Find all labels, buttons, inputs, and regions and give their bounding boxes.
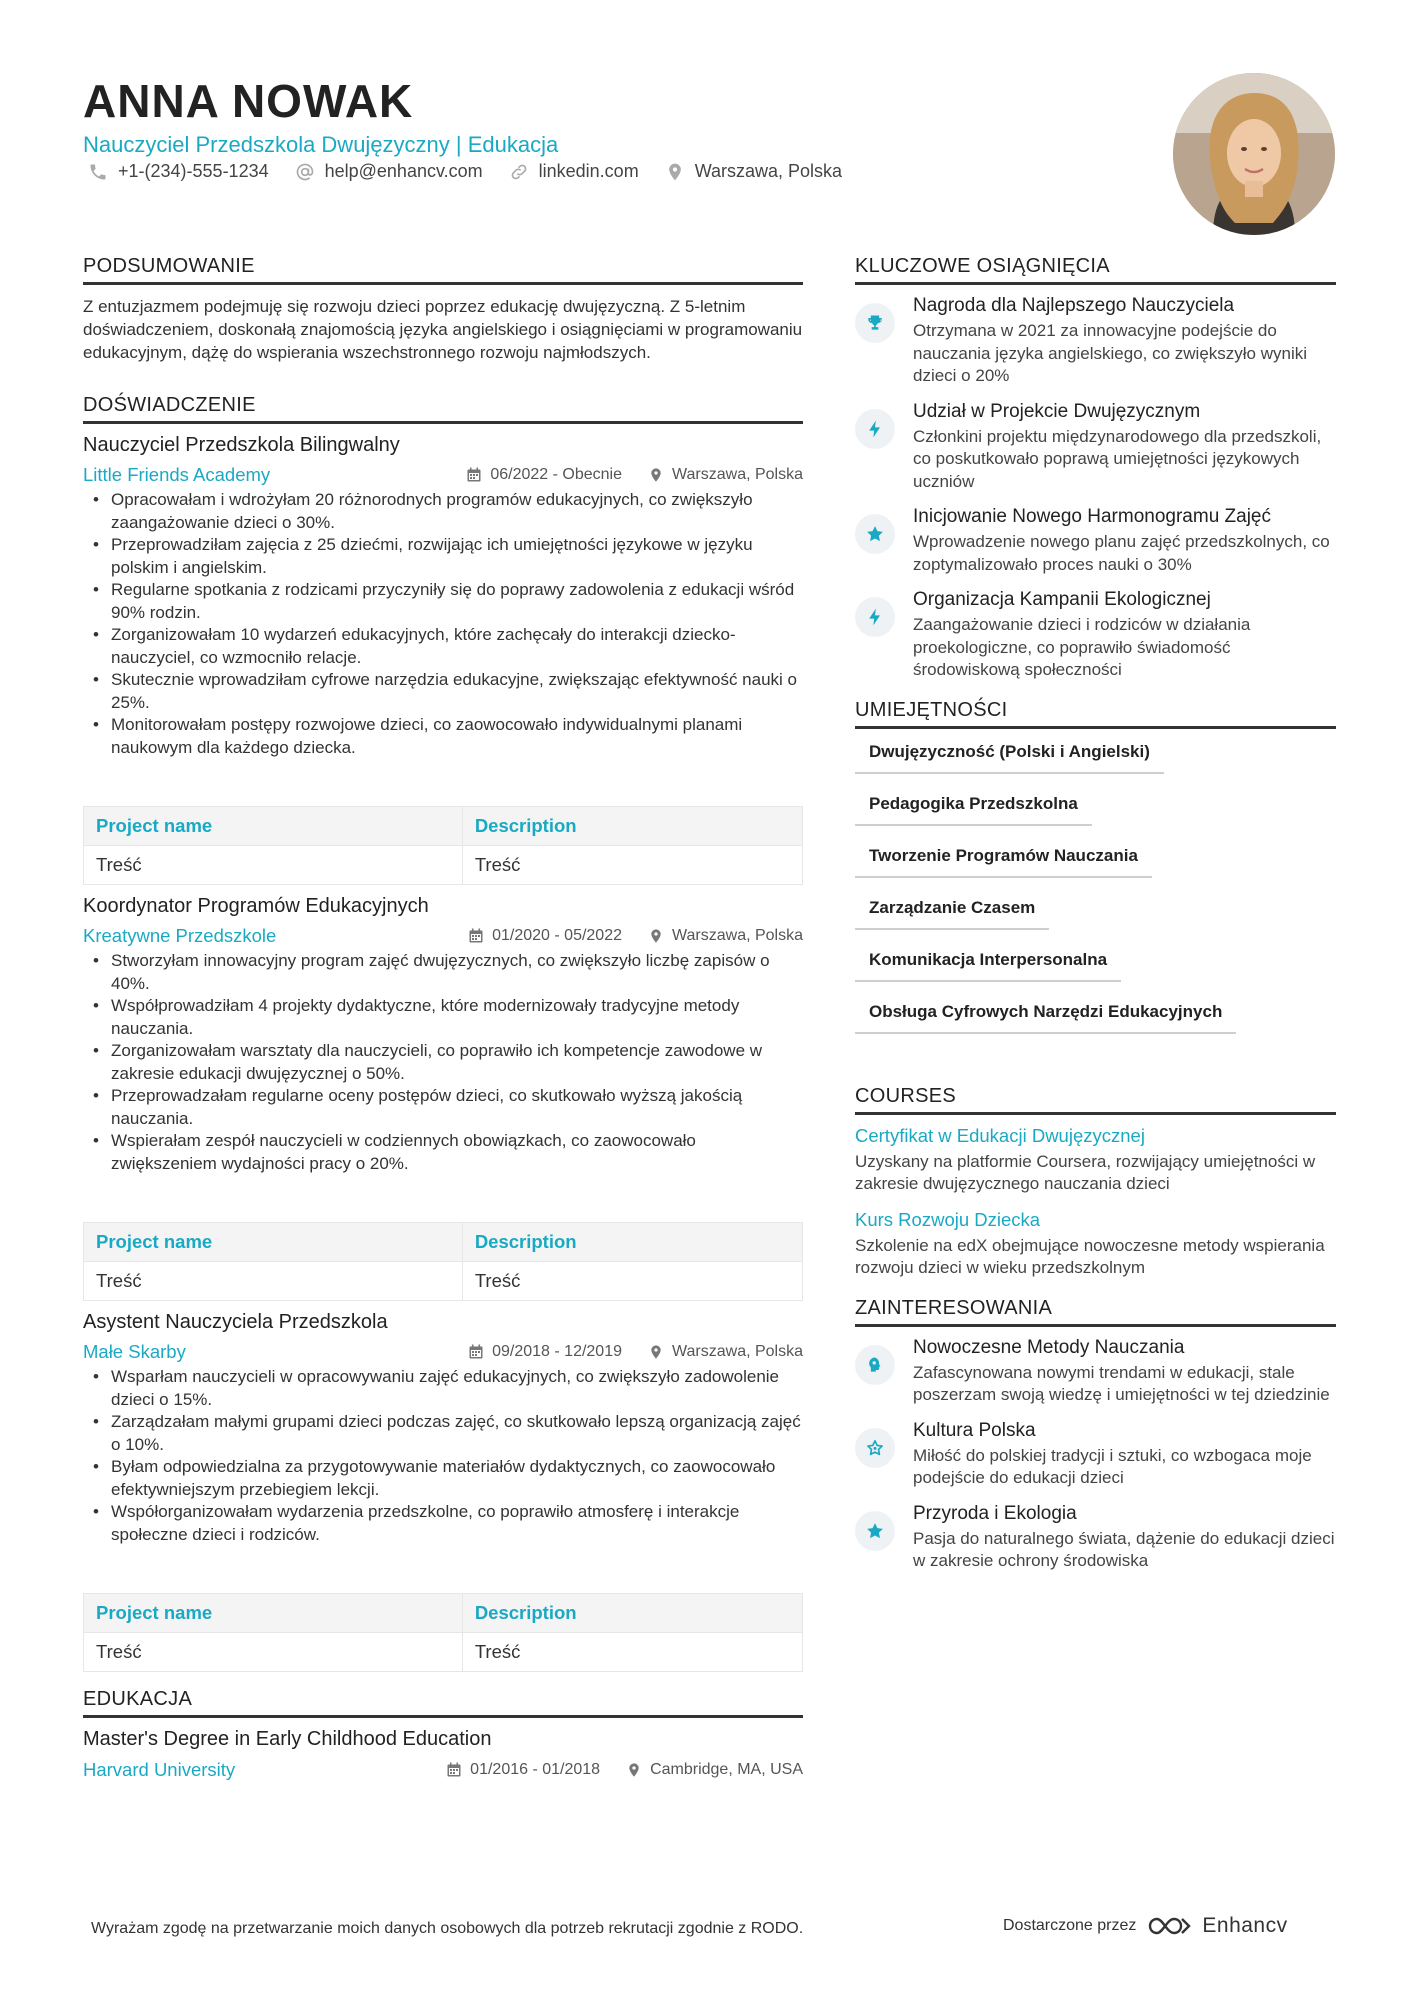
summary-text: Z entuzjazmem podejmuję się rozwoju dzieci poprzez edukację dwujęzyczną. Z 5-letnim doświadczeniem, doskonałą znajomością języka angielskiego i osiągnięciami w programowaniu edukacyjnym, dążę do wspierania wszechstronnego rozwoju najmłodszych. (83, 297, 803, 362)
calendar-icon (466, 467, 482, 483)
powered-by[interactable] (1003, 1914, 1288, 1938)
contact-linkedin[interactable] (509, 161, 639, 182)
interest-title: Kultura Polska (913, 1419, 1036, 1441)
project-description-cell: Treść (462, 1633, 802, 1672)
brand-name: Enhancv (1202, 1914, 1288, 1937)
job-bullets (83, 950, 803, 1175)
project-name-header: Project name (84, 807, 463, 846)
project-description-header: Description (462, 807, 802, 846)
skill-tag: Komunikacja Interpersonalna (855, 947, 1121, 982)
job-bullet: • Zorganizowałam 10 wydarzeń edukacyjnych, które zachęcały do interakcji dziecko-nauczyciel, co wzmocniło relacje. (83, 624, 803, 669)
link-icon (509, 162, 529, 182)
project-table (83, 806, 803, 885)
location-pin-icon (665, 162, 685, 182)
skills-list (855, 739, 1336, 1051)
job-meta (83, 1341, 803, 1363)
project-name-header: Project name (84, 1594, 463, 1633)
candidate-headline: Nauczyciel Przedszkola Dwujęzyczny | Edukacja (83, 132, 559, 157)
job-dates (468, 1343, 622, 1361)
job-bullet: • Skutecznie wprowadziłam cyfrowe narzędzia edukacyjne, zwiększając efektywność nauki o 25%. (83, 669, 803, 714)
job-company: Little Friends Academy (83, 464, 271, 485)
job-location-text: Warszawa, Polska (672, 1343, 803, 1360)
job-company: Kreatywne Przedszkole (83, 925, 277, 946)
education-heading: EDUKACJA (83, 1688, 803, 1718)
phone-text: +1-(234)-555-1234 (118, 161, 269, 181)
job-location-text: Warszawa, Polska (672, 466, 803, 483)
job-entry (83, 895, 803, 1301)
interest-desc: Pasja do naturalnego świata, dążenie do edukacji dzieci w zakresie ochrony środowiska (913, 1528, 1335, 1570)
course-title: Certyfikat w Edukacji Dwujęzycznej (855, 1124, 1145, 1146)
job-bullets (83, 489, 803, 759)
trophy-icon (855, 303, 895, 343)
job-location (648, 1343, 803, 1361)
achievement-item (855, 589, 1336, 682)
education-dates-text: 01/2016 - 01/2018 (470, 1761, 601, 1778)
job-bullet: • Zarządzałam małymi grupami dzieci podczas zajęć, co skutkowało lepszą organizacją zajęć o 10%. (83, 1411, 803, 1456)
job-bullet: • Byłam odpowiedzialna za przygotowywanie materiałów dydaktycznych, co zaowocowało efektywniejszym przebiegiem lekcji. (83, 1456, 803, 1501)
job-bullets (83, 1366, 803, 1546)
calendar-icon (468, 1344, 484, 1360)
project-table (83, 1593, 803, 1672)
location-pin-icon (648, 928, 664, 944)
star-icon (855, 1511, 895, 1551)
job-entry (83, 434, 803, 885)
job-entry (83, 1311, 803, 1672)
project-description-cell: Treść (462, 1262, 802, 1301)
skills-heading: UMIEJĘTNOŚCI (855, 699, 1336, 729)
job-bullet: • Monitorowałam postępy rozwojowe dzieci, co zaowocowało indywidualnymi planami naukowym dla każdego dziecka. (83, 714, 803, 759)
left-column (83, 255, 803, 1784)
job-company: Małe Skarby (83, 1341, 186, 1362)
interest-item (855, 1503, 1336, 1573)
skill-tag: Dwujęzyczność (Polski i Angielski) (855, 739, 1164, 774)
achievement-desc: Wprowadzenie nowego planu zajęć przedszkolnych, co zoptymalizowało proces nauki o 30% (913, 532, 1330, 574)
location-pin-icon (648, 467, 664, 483)
course-desc: Uzyskany na platformie Coursera, rozwijający umiejętności w zakresie dwujęzycznego nauczania dzieci (855, 1151, 1316, 1193)
project-name-cell: Treść (84, 1633, 463, 1672)
education-location-text: Cambridge, MA, USA (650, 1761, 803, 1778)
achievement-title: Nagroda dla Najlepszego Nauczyciela (913, 295, 1235, 316)
job-bullet: • Wspierałam zespół nauczycieli w codziennych obowiązkach, co zaowocowało zwiększeniem wydajności pracy o 20%. (83, 1130, 803, 1175)
contact-phone[interactable] (88, 161, 269, 182)
interest-item (855, 1420, 1336, 1490)
interest-desc: Zafascynowana nowymi trendami w edukacji, stale poszerzam swoją wiedzę i umiejętności w tej dziedzinie (913, 1362, 1330, 1404)
phone-icon (88, 162, 108, 182)
course-desc: Szkolenie na edX obejmujące nowoczesne metody wspierania rozwoju dzieci w wieku przedszkolnym (855, 1235, 1325, 1277)
email-text: help@enhancv.com (324, 161, 483, 181)
job-bullet: • Przeprowadzałam regularne oceny postępów dzieci, co skutkowało wyższą jakością nauczania. (83, 1085, 803, 1130)
location-text: Warszawa, Polska (694, 161, 843, 181)
job-bullet: • Przeprowadziłam zajęcia z 25 dziećmi, rozwijając ich umiejętności językowe w języku polskim i angielskim. (83, 534, 803, 579)
skill-tag: Pedagogika Przedszkolna (855, 791, 1092, 826)
skill-tag: Zarządzanie Czasem (855, 895, 1049, 930)
contact-row (88, 161, 842, 182)
star-icon (855, 514, 895, 554)
job-bullet: • Stworzyłam innowacyjny program zajęć dwujęzycznych, co zwiększyło liczbę zapisów o 40%. (83, 950, 803, 995)
calendar-icon (468, 928, 484, 944)
achievement-title: Udział w Projekcie Dwujęzycznym (913, 400, 1201, 422)
achievement-desc: Członkini projektu międzynarodowego dla przedszkoli, co poskutkowało poprawą umiejętności językowych uczniów (913, 426, 1322, 491)
lightning-icon (855, 597, 895, 637)
project-description-header: Description (462, 1223, 802, 1262)
project-name-cell: Treść (84, 1262, 463, 1301)
interest-title: Przyroda i Ekologia (913, 1502, 1077, 1524)
contact-location (665, 161, 842, 182)
job-bullet: • Opracowałam i wdrożyłam 20 różnorodnych programów edukacyjnych, co zwiększyło zaangażowanie dzieci o 30%. (83, 489, 803, 534)
right-column (855, 255, 1336, 1586)
job-title: Asystent Nauczyciela Przedszkola (83, 1311, 388, 1333)
job-location (648, 466, 803, 484)
location-pin-icon (648, 1344, 664, 1360)
linkedin-text: linkedin.com (538, 161, 639, 181)
job-dates (468, 927, 622, 945)
achievement-title: Inicjowanie Nowego Harmonogramu Zajęć (913, 506, 1272, 527)
interest-item (855, 1337, 1336, 1407)
skill-tag: Obsługa Cyfrowych Narzędzi Edukacyjnych (855, 999, 1236, 1034)
job-dates-text: 06/2022 - Obecnie (490, 466, 622, 483)
education-meta (83, 1759, 803, 1781)
job-title: Koordynator Programów Edukacyjnych (83, 895, 429, 917)
at-icon (295, 162, 315, 182)
job-bullet: • Współprowadziłam 4 projekty dydaktyczne, które modernizowały tradycyjne metody nauczania. (83, 995, 803, 1040)
star-outline-icon (855, 1428, 895, 1468)
profile-photo (1173, 73, 1335, 235)
gdpr-consent: Wyrażam zgodę na przetwarzanie moich danych osobowych dla potrzeb rekrutacji zgodnie z RODO. (91, 1920, 804, 1937)
lightning-icon (855, 409, 895, 449)
job-bullet: • Regularne spotkania z rodzicami przyczyniły się do poprawy zadowolenia z edukacji wśród 90% rodzin. (83, 579, 803, 624)
achievement-desc: Zaangażowanie dzieci i rodziców w działania proekologiczne, co poprawiło świadomość środowiskową społeczności (913, 615, 1251, 679)
education-degree: Master's Degree in Early Childhood Education (83, 1728, 492, 1750)
job-title: Nauczyciel Przedszkola Bilingwalny (83, 434, 400, 456)
education-dates (446, 1761, 600, 1779)
achievement-item (855, 506, 1336, 576)
candidate-name: ANNA NOWAK (83, 75, 414, 127)
achievement-item (855, 295, 1336, 388)
interest-desc: Miłość do polskiej tradycji i sztuki, co wzbogaca moje podejście do edukacji dzieci (913, 1445, 1312, 1487)
job-bullet: • Wsparłam nauczycieli w opracowywaniu zajęć edukacyjnych, co zwiększyło zadowolenie dzieci o 15%. (83, 1366, 803, 1411)
experience-heading: DOŚWIADCZENIE (83, 394, 803, 424)
job-dates-text: 09/2018 - 12/2019 (492, 1343, 622, 1360)
interests-heading: ZAINTERESOWANIA (855, 1297, 1336, 1327)
job-location (648, 927, 803, 945)
course-title: Kurs Rozwoju Dziecka (855, 1208, 1041, 1230)
brain-icon (855, 1345, 895, 1385)
job-meta (83, 464, 803, 486)
job-location-text: Warszawa, Polska (672, 927, 803, 944)
summary-heading: PODSUMOWANIE (83, 255, 803, 285)
achievement-title: Organizacja Kampanii Ekologicznej (913, 589, 1211, 610)
education-school: Harvard University (83, 1759, 236, 1780)
powered-by-label: Dostarczone przez (1003, 1917, 1137, 1934)
project-table (83, 1222, 803, 1301)
job-bullet: • Zorganizowałam warsztaty dla nauczycieli, co poprawiło ich kompetencje zawodowe w zakresie edukacji dwujęzycznej o 50%. (83, 1040, 803, 1085)
interest-title: Nowoczesne Metody Nauczania (913, 1336, 1185, 1358)
location-pin-icon (626, 1762, 642, 1778)
job-bullet: • Współorganizowałam wydarzenia przedszkolne, co poprawiło atmosferę i interakcje społeczne dzieci i rodziców. (83, 1501, 803, 1546)
project-name-cell: Treść (84, 846, 463, 885)
project-description-header: Description (462, 1594, 802, 1633)
job-dates (466, 466, 622, 484)
job-meta (83, 925, 803, 947)
skill-tag: Tworzenie Programów Nauczania (855, 843, 1152, 878)
job-dates-text: 01/2020 - 05/2022 (492, 927, 622, 944)
enhancv-logo-icon (1146, 1915, 1192, 1937)
project-name-header: Project name (84, 1223, 463, 1262)
contact-email[interactable] (295, 161, 483, 182)
courses-heading: COURSES (855, 1085, 1336, 1115)
achievement-desc: Otrzymana w 2021 za innowacyjne podejście do nauczania języka angielskiego, co zwiększyło wyniki dzieci o 20% (913, 321, 1308, 385)
education-location (626, 1761, 803, 1779)
calendar-icon (446, 1762, 462, 1778)
project-description-cell: Treść (462, 846, 802, 885)
achievements-heading: KLUCZOWE OSIĄGNIĘCIA (855, 255, 1336, 285)
achievement-item (855, 401, 1336, 494)
